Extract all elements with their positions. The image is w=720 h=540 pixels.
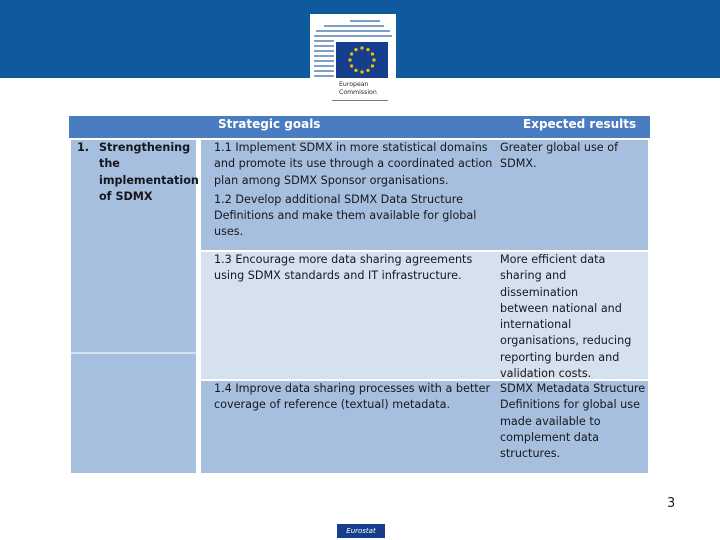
row-3-result-line-5: structures. bbox=[500, 447, 561, 461]
eurostat-logo: Eurostat bbox=[337, 524, 385, 538]
row-1-goal-line-2: and promote its use through a coordinated action bbox=[214, 157, 493, 171]
logo-line-1: European bbox=[339, 81, 369, 88]
row-1-results bbox=[500, 140, 646, 173]
row-1-goal-line-6: uses. bbox=[214, 225, 244, 239]
logo-line-2: Commission bbox=[339, 88, 377, 96]
page-number: 3 bbox=[667, 496, 676, 511]
row-3-result-line-4: complement data bbox=[500, 430, 599, 444]
row-3-results bbox=[500, 381, 646, 462]
row-1-goal-line-5: Definitions and make them available for global bbox=[214, 209, 477, 223]
goal-line-4: of SDMX bbox=[99, 189, 153, 203]
header-expected-results: Expected results bbox=[523, 117, 637, 131]
eu-flag-icon bbox=[336, 42, 388, 78]
row-2-result-line-2: sharing and dissemination bbox=[500, 269, 579, 299]
row-2-result-line-3: between national and bbox=[500, 301, 622, 315]
row-3-result-line-2: Definitions for global use bbox=[500, 398, 640, 412]
row-1-goal-line-4: 1.2 Develop additional SDMX Data Structure bbox=[214, 192, 463, 206]
row-2-result-line-1: More efficient data bbox=[500, 253, 606, 266]
row-2-result-line-5: organisations, reducing bbox=[500, 334, 632, 348]
row-1-goal-line-1: 1.1 Implement SDMX in more statistical domains bbox=[214, 141, 488, 154]
row-2-goal-line-1: 1.3 Encourage more data sharing agreements bbox=[214, 253, 473, 266]
header-strategic-goals: Strategic goals bbox=[218, 117, 321, 131]
goal-line-2: the bbox=[99, 157, 120, 171]
logo-underline bbox=[332, 100, 388, 101]
goal-line-1: Strengthening bbox=[99, 141, 191, 154]
row-2-goals bbox=[214, 252, 499, 285]
row-2-result-line-4: international bbox=[500, 318, 572, 332]
row-1-goal-line-3: plan among SDMX Sponsor organisations. bbox=[214, 173, 449, 187]
strategy-table bbox=[69, 116, 650, 475]
row-3-goal-line-2: coverage of reference (textual) metadata. bbox=[214, 398, 451, 412]
row-1-goals bbox=[214, 140, 499, 241]
goal-line-3: implementation bbox=[99, 173, 199, 187]
row-3-goal-line-1: 1.4 Improve data sharing processes with a better bbox=[214, 382, 491, 395]
row-1-result-line-2: SDMX. bbox=[500, 157, 537, 171]
goal-number: 1. bbox=[77, 141, 90, 154]
row-3-result-line-1: SDMX Metadata Structure bbox=[500, 382, 646, 395]
goal-text bbox=[77, 140, 199, 205]
european-commission-logo bbox=[310, 14, 396, 102]
row-2-goal-line-2: using SDMX standards and IT infrastructure. bbox=[214, 269, 462, 283]
row-3-result-line-3: made available to bbox=[500, 414, 601, 428]
logo-caption bbox=[339, 81, 377, 96]
row-3-goals bbox=[214, 381, 499, 414]
row-2-results bbox=[500, 252, 646, 382]
row-2-result-line-6: reporting burden and bbox=[500, 350, 620, 364]
goal-cell-divider bbox=[71, 352, 196, 354]
row-2-result-line-7: validation costs. bbox=[500, 367, 592, 381]
row-1-result-line-1: Greater global use of bbox=[500, 141, 619, 154]
